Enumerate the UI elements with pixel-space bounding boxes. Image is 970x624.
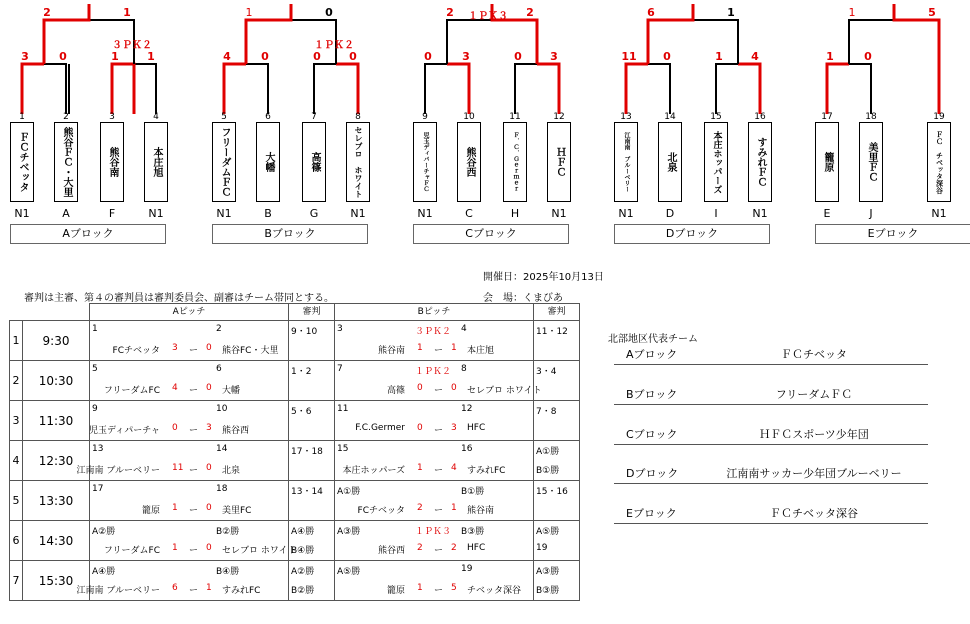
score-away: 1 xyxy=(451,503,457,513)
referee-cell xyxy=(534,361,580,401)
match-slot-2: 18 xyxy=(216,484,228,494)
team-home: フリーダムFC xyxy=(103,546,160,556)
team-home: フリーダムFC xyxy=(103,386,160,396)
row-index: 1 xyxy=(10,321,23,361)
final-score-right: 0 xyxy=(325,6,333,19)
pk-result: １ＰＫ３ xyxy=(415,527,452,537)
match-cell xyxy=(335,401,534,441)
referee-cell xyxy=(534,321,580,361)
semi-score: 11 xyxy=(621,50,637,63)
match-slot-2: 14 xyxy=(216,444,228,454)
referee-line-1: 15・16 xyxy=(536,487,568,497)
semi-score: 0 xyxy=(59,50,67,63)
match-cell xyxy=(335,441,534,481)
score-away: 5 xyxy=(451,583,457,593)
match-slot-2: 8 xyxy=(461,364,467,374)
final-score-left: 1 xyxy=(848,6,856,19)
pk-result: １ＰＫ２ xyxy=(415,367,452,377)
match-cell xyxy=(90,321,289,361)
rep-team: ＦＣチベッタ xyxy=(781,348,847,361)
score-away: 4 xyxy=(451,463,457,473)
team-level: N1 xyxy=(148,207,164,220)
score-dash: ー xyxy=(189,546,199,556)
kickoff-time: 15:30 xyxy=(23,561,90,601)
block-label: Bブロック xyxy=(212,224,368,244)
semi-score: 1 xyxy=(715,50,723,63)
score-dash: ー xyxy=(434,466,444,476)
semi-score: 0 xyxy=(424,50,432,63)
referee-line-2: 19 xyxy=(536,543,548,553)
referee-cell xyxy=(534,441,580,481)
team-level: N1 xyxy=(216,207,232,220)
score-dash: ー xyxy=(189,426,199,436)
match-slot-2: 6 xyxy=(216,364,222,374)
team-away: すみれFC xyxy=(467,466,506,476)
team-number: 2 xyxy=(63,112,69,122)
pk-result: ３ＰＫ２ xyxy=(415,327,452,337)
referee-line-1: A③勝 xyxy=(536,567,560,577)
score-dash: ー xyxy=(189,346,199,356)
team-away: HFC xyxy=(467,543,486,553)
team-level: N1 xyxy=(618,207,634,220)
referee-note: 審判は主審、第４の審判員は審判委員会、副審はチーム帯同とする。 xyxy=(24,293,334,304)
pk-result: １ＰＫ２ xyxy=(314,40,354,51)
semi-score: 0 xyxy=(349,50,357,63)
team-number: 6 xyxy=(265,112,271,122)
final-score-right: 5 xyxy=(928,6,936,19)
pitch-b-header: Bピッチ xyxy=(335,304,534,321)
team-box: 大幡 xyxy=(256,122,280,202)
semi-score: 4 xyxy=(223,50,231,63)
pitch-a-header: Aピッチ xyxy=(90,304,289,321)
team-level: N1 xyxy=(931,207,947,220)
team-home: 本庄ホッパーズ xyxy=(342,466,405,476)
team-home: 籠原 xyxy=(386,586,405,596)
bracket-d-lines xyxy=(626,4,760,114)
team-level: H xyxy=(510,207,520,220)
team-number: 16 xyxy=(754,112,766,122)
score-home: 4 xyxy=(172,383,178,393)
team-box: フリーダムＦＣ xyxy=(212,122,236,202)
kickoff-time: 13:30 xyxy=(23,481,90,521)
score-home: 3 xyxy=(172,343,178,353)
team-level: N1 xyxy=(14,207,30,220)
semi-score: 0 xyxy=(663,50,671,63)
team-level: C xyxy=(465,207,473,220)
kickoff-time: 10:30 xyxy=(23,361,90,401)
referee-cell xyxy=(534,481,580,521)
team-level: N1 xyxy=(417,207,433,220)
rep-block: Cブロック xyxy=(626,428,678,441)
match-slot-1: 9 xyxy=(92,404,98,414)
referee-line-1: A⑤勝 xyxy=(536,527,560,537)
score-away: 0 xyxy=(206,383,212,393)
score-away: 3 xyxy=(451,423,457,433)
semi-score: 0 xyxy=(864,50,872,63)
row-index: 7 xyxy=(10,561,23,601)
score-dash: ー xyxy=(434,546,444,556)
score-home: 1 xyxy=(417,343,423,353)
final-score-right: 1 xyxy=(123,6,131,19)
referee-cell xyxy=(289,401,335,441)
final-score-right: 1 xyxy=(727,6,735,19)
team-level: N1 xyxy=(752,207,768,220)
team-away: 美里FC xyxy=(222,506,252,516)
team-level: J xyxy=(869,207,873,220)
semi-score: 3 xyxy=(462,50,470,63)
semi-score: 0 xyxy=(261,50,269,63)
team-level: G xyxy=(309,207,319,220)
team-home: 高篠 xyxy=(386,386,405,396)
match-cell xyxy=(90,401,289,441)
referee-line-1: A①勝 xyxy=(536,447,560,457)
score-dash: ー xyxy=(434,426,444,436)
semi-score: 1 xyxy=(826,50,834,63)
score-home: 11 xyxy=(172,463,184,473)
team-box: ＦＣ チベッタ深谷 xyxy=(927,122,951,202)
team-home: 熊谷南 xyxy=(377,346,405,356)
schedule-row xyxy=(10,321,580,361)
match-slot-1: 3 xyxy=(337,324,343,334)
match-slot-1: A④勝 xyxy=(92,567,116,577)
bracket-b-lines xyxy=(224,4,358,114)
pk-result: ３ＰＫ２ xyxy=(112,40,152,51)
team-box: 熊谷ＦＣ・大里 xyxy=(54,122,78,202)
schedule-table xyxy=(9,303,580,601)
ref-a-header: 審判 xyxy=(289,304,335,321)
referee-cell xyxy=(289,321,335,361)
team-box: 江南南 ブルーベリー xyxy=(614,122,638,202)
schedule-row xyxy=(10,561,580,601)
match-slot-2: 19 xyxy=(461,564,473,574)
match-cell xyxy=(76,441,289,481)
team-number: 9 xyxy=(422,112,428,122)
score-away: 0 xyxy=(206,543,212,553)
divider xyxy=(614,364,928,365)
final-score-left: 2 xyxy=(43,6,51,19)
match-slot-2: 10 xyxy=(216,404,228,414)
score-dash: ー xyxy=(189,386,199,396)
referee-line-1: 5・6 xyxy=(291,407,312,417)
team-away: すみれFC xyxy=(222,586,261,596)
match-slot-1: 1 xyxy=(92,324,98,334)
team-box: 熊谷西 xyxy=(457,122,481,202)
team-level: A xyxy=(62,207,70,220)
score-home: 1 xyxy=(417,463,423,473)
match-slot-1: A②勝 xyxy=(92,527,116,537)
score-home: 1 xyxy=(172,543,178,553)
score-home: 1 xyxy=(417,583,423,593)
semi-score: 0 xyxy=(313,50,321,63)
kickoff-time: 11:30 xyxy=(23,401,90,441)
divider xyxy=(614,444,928,445)
team-box: 熊谷南 xyxy=(100,122,124,202)
team-home: 児玉ディパーチャ xyxy=(88,426,160,436)
referee-line-1: 13・14 xyxy=(291,487,323,497)
team-number: 12 xyxy=(553,112,565,122)
score-away: 0 xyxy=(206,503,212,513)
schedule-row xyxy=(10,361,580,401)
match-slot-2: 4 xyxy=(461,324,467,334)
representatives-title: 北部地区代表チーム xyxy=(608,334,698,345)
semi-score: 1 xyxy=(147,50,155,63)
match-slot-1: A③勝 xyxy=(337,527,361,537)
score-home: 1 xyxy=(172,503,178,513)
score-dash: ー xyxy=(434,506,444,516)
semi-score: 4 xyxy=(751,50,759,63)
team-number: 1 xyxy=(19,112,25,122)
team-number: 7 xyxy=(311,112,317,122)
score-home: 0 xyxy=(417,423,423,433)
match-slot-2: 12 xyxy=(461,404,473,414)
bracket-a-lines xyxy=(22,4,156,114)
match-slot-1: 5 xyxy=(92,364,98,374)
team-away: HFC xyxy=(467,423,486,433)
rep-block: Aブロック xyxy=(626,348,678,361)
rep-block: Eブロック xyxy=(626,507,677,520)
schedule-row xyxy=(10,521,580,561)
row-index: 6 xyxy=(10,521,23,561)
match-cell xyxy=(76,561,289,601)
team-box: ＦＣチベッタ xyxy=(10,122,34,202)
match-slot-1: 15 xyxy=(337,444,349,454)
team-home: F.C.Germer xyxy=(355,423,405,433)
team-box: 本庄旭 xyxy=(144,122,168,202)
rep-team: フリーダムＦＣ xyxy=(775,388,853,401)
block-label: Dブロック xyxy=(614,224,770,244)
score-away: 0 xyxy=(451,383,457,393)
rep-team: ＨＦＣスポーツ少年団 xyxy=(759,428,869,441)
final-score-left: 1 xyxy=(245,6,253,19)
event-date: 開催日：2025年10月13日 xyxy=(483,272,604,283)
match-slot-2: 16 xyxy=(461,444,473,454)
team-number: 3 xyxy=(109,112,115,122)
team-away: セレブロ ホワイト xyxy=(222,546,297,556)
match-cell xyxy=(90,521,297,561)
score-away: 2 xyxy=(451,543,457,553)
score-home: 2 xyxy=(417,503,423,513)
score-home: 0 xyxy=(417,383,423,393)
team-number: 10 xyxy=(463,112,475,122)
score-dash: ー xyxy=(189,586,199,596)
match-slot-1: 17 xyxy=(92,484,104,494)
pk-result: １ＰＫ３ xyxy=(468,11,508,22)
team-box: ＨＦＣ xyxy=(547,122,571,202)
divider xyxy=(614,523,928,524)
divider xyxy=(614,483,928,484)
referee-cell xyxy=(534,521,580,561)
team-number: 15 xyxy=(710,112,722,122)
semi-score: 3 xyxy=(550,50,558,63)
schedule-row xyxy=(10,481,580,521)
score-home: 6 xyxy=(172,583,178,593)
score-away: 3 xyxy=(206,423,212,433)
team-level: D xyxy=(665,207,675,220)
team-away: 熊谷FC・大里 xyxy=(222,346,279,356)
score-home: 0 xyxy=(172,423,178,433)
team-level: I xyxy=(714,207,718,220)
team-number: 8 xyxy=(355,112,361,122)
score-dash: ー xyxy=(434,386,444,396)
team-number: 4 xyxy=(153,112,159,122)
block-label: Aブロック xyxy=(10,224,166,244)
team-level: B xyxy=(264,207,272,220)
team-number: 5 xyxy=(221,112,227,122)
score-dash: ー xyxy=(189,506,199,516)
score-dash: ー xyxy=(434,346,444,356)
match-slot-1: 7 xyxy=(337,364,343,374)
score-away: 1 xyxy=(206,583,212,593)
semi-score: 3 xyxy=(21,50,29,63)
semi-score: 0 xyxy=(514,50,522,63)
rep-team: ＦＣチベッタ深谷 xyxy=(770,507,858,520)
score-away: 1 xyxy=(451,343,457,353)
referee-cell xyxy=(289,481,335,521)
referee-line-2: B①勝 xyxy=(536,466,560,476)
semi-score: 1 xyxy=(111,50,119,63)
score-home: 2 xyxy=(417,543,423,553)
team-number: 18 xyxy=(865,112,877,122)
team-home: FCチベッタ xyxy=(357,506,405,516)
team-number: 14 xyxy=(664,112,676,122)
rep-team: 江南南サッカー少年団ブルーベリー xyxy=(726,467,902,480)
kickoff-time: 9:30 xyxy=(23,321,90,361)
referee-line-2: B③勝 xyxy=(536,586,560,596)
block-label: Cブロック xyxy=(413,224,569,244)
block-label: Eブロック xyxy=(815,224,970,244)
team-level: E xyxy=(823,207,831,220)
match-cell xyxy=(335,561,534,601)
event-venue: 会 場：くまびあ xyxy=(483,293,563,304)
match-cell xyxy=(90,361,289,401)
team-box: セレブロ ホワイト xyxy=(346,122,370,202)
team-home: 籠原 xyxy=(141,506,160,516)
team-number: 19 xyxy=(933,112,945,122)
match-slot-2: B①勝 xyxy=(461,487,485,497)
score-away: 0 xyxy=(206,463,212,473)
team-away: 熊谷南 xyxy=(467,506,495,516)
match-slot-2: B③勝 xyxy=(461,527,485,537)
team-away: 北泉 xyxy=(222,466,241,476)
score-dash: ー xyxy=(434,586,444,596)
team-box: 籠原 xyxy=(815,122,839,202)
team-level: N1 xyxy=(350,207,366,220)
rep-block: Bブロック xyxy=(626,388,678,401)
team-box: 本庄ホッパーズ xyxy=(704,122,728,202)
referee-line-2: B④勝 xyxy=(291,546,315,556)
team-away: 大幡 xyxy=(222,386,241,396)
bracket-e-lines xyxy=(827,4,939,114)
team-away: 本庄旭 xyxy=(467,346,495,356)
ref-b-header: 審判 xyxy=(534,304,580,321)
team-box: すみれＦＣ xyxy=(748,122,772,202)
match-slot-1: 13 xyxy=(92,444,104,454)
row-index: 5 xyxy=(10,481,23,521)
match-slot-1: 11 xyxy=(337,404,349,414)
referee-cell xyxy=(289,521,335,561)
team-home: 熊谷西 xyxy=(377,546,405,556)
match-slot-2: B④勝 xyxy=(216,567,240,577)
team-box: 児玉ディパーチャＦＣ xyxy=(413,122,437,202)
match-cell xyxy=(335,361,542,401)
match-slot-1: A①勝 xyxy=(337,487,361,497)
team-number: 13 xyxy=(620,112,632,122)
referee-line-1: 1・2 xyxy=(291,367,312,377)
referee-line-1: 3・4 xyxy=(536,367,557,377)
schedule-row xyxy=(10,401,580,441)
row-index: 4 xyxy=(10,441,23,481)
referee-line-1: 11・12 xyxy=(536,327,568,337)
team-box: 北泉 xyxy=(658,122,682,202)
team-away: 熊谷西 xyxy=(222,426,250,436)
team-box: Ｆ．Ｃ．Ｇｅｒｍｅｒ xyxy=(503,122,527,202)
team-away: チベッタ深谷 xyxy=(467,586,522,596)
team-box: 美里ＦＣ xyxy=(859,122,883,202)
referee-line-1: 9・10 xyxy=(291,327,318,337)
referee-line-1: A④勝 xyxy=(291,527,315,537)
match-slot-2: B②勝 xyxy=(216,527,240,537)
team-home: FCチベッタ xyxy=(112,346,160,356)
final-score-left: 2 xyxy=(446,6,454,19)
divider xyxy=(614,404,928,405)
referee-cell xyxy=(534,561,580,601)
match-cell xyxy=(90,481,289,521)
team-number: 17 xyxy=(821,112,833,122)
team-box: 高篠 xyxy=(302,122,326,202)
match-cell xyxy=(335,481,534,521)
referee-line-1: 17・18 xyxy=(291,447,323,457)
match-slot-1: A⑤勝 xyxy=(337,567,361,577)
final-score-right: 2 xyxy=(526,6,534,19)
team-level: F xyxy=(108,207,116,220)
row-index: 3 xyxy=(10,401,23,441)
team-home: 江南南 ブルーベリー xyxy=(76,466,160,476)
kickoff-time: 14:30 xyxy=(23,521,90,561)
referee-line-2: B②勝 xyxy=(291,586,315,596)
referee-cell xyxy=(289,441,335,481)
row-index: 2 xyxy=(10,361,23,401)
referee-line-1: A②勝 xyxy=(291,567,315,577)
match-cell xyxy=(335,321,534,361)
kickoff-time: 12:30 xyxy=(23,441,90,481)
team-number: 11 xyxy=(509,112,521,122)
schedule-row xyxy=(10,441,580,481)
team-level: N1 xyxy=(551,207,567,220)
score-dash: ー xyxy=(189,466,199,476)
schedule-header xyxy=(10,304,580,321)
match-slot-2: 2 xyxy=(216,324,222,334)
referee-cell xyxy=(534,401,580,441)
referee-line-1: 7・8 xyxy=(536,407,557,417)
team-home: 江南南 ブルーベリー xyxy=(76,586,160,596)
team-away: セレブロ ホワイト xyxy=(467,386,542,396)
referee-cell xyxy=(289,361,335,401)
score-away: 0 xyxy=(206,343,212,353)
rep-block: Dブロック xyxy=(626,467,679,480)
match-cell xyxy=(335,521,534,561)
referee-cell xyxy=(289,561,335,601)
final-score-left: 6 xyxy=(647,6,655,19)
